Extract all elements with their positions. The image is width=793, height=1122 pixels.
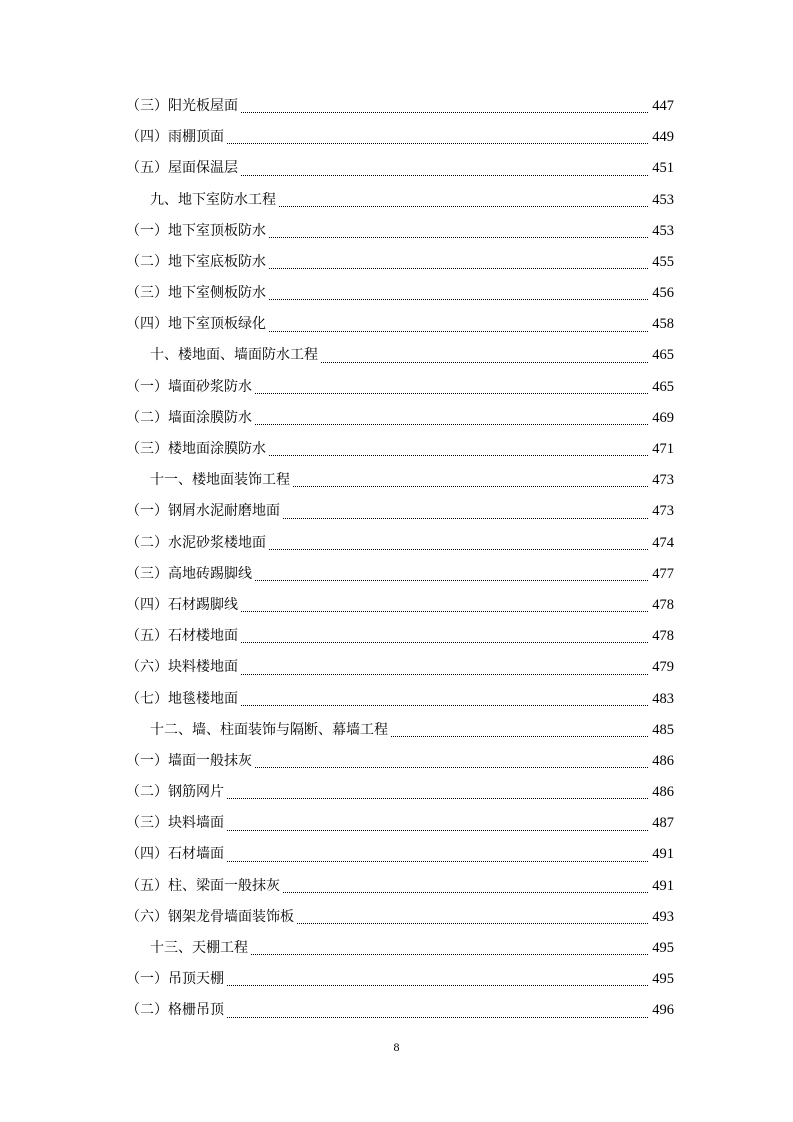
toc-dot-leader — [251, 954, 648, 955]
toc-entry-page: 483 — [652, 690, 674, 707]
toc-entry-page: 469 — [652, 409, 674, 426]
toc-entry-page: 453 — [652, 222, 674, 239]
toc-section-entry[interactable] — [126, 590, 674, 621]
toc-entry-title: （三）地下室侧板防水 — [126, 285, 266, 302]
toc-dot-leader — [321, 362, 648, 363]
toc-entry-page: 455 — [652, 253, 674, 270]
toc-entry-page: 479 — [652, 659, 674, 676]
toc-chapter-entry[interactable] — [126, 715, 674, 746]
toc-section-entry[interactable] — [126, 684, 674, 715]
toc-entry-page: 465 — [652, 347, 674, 364]
toc-section-entry[interactable] — [126, 247, 674, 278]
toc-section-entry[interactable] — [126, 91, 674, 122]
toc-entry-page: 474 — [652, 534, 674, 551]
toc-section-entry[interactable] — [126, 496, 674, 527]
toc-section-entry[interactable] — [126, 777, 674, 808]
toc-section-entry[interactable] — [126, 403, 674, 434]
toc-dot-leader — [269, 549, 648, 550]
toc-entry-title: （六）块料楼地面 — [126, 659, 238, 676]
toc-dot-leader — [241, 175, 648, 176]
toc-entry-title: （五）屋面保温层 — [126, 160, 238, 177]
toc-dot-leader — [297, 923, 648, 924]
toc-dot-leader — [269, 237, 648, 238]
toc-entry-page: 478 — [652, 628, 674, 645]
toc-entry-page: 449 — [652, 129, 674, 146]
toc-entry-page: 487 — [652, 815, 674, 832]
toc-dot-leader — [283, 892, 648, 893]
toc-entry-title: （七）地毯楼地面 — [126, 690, 238, 707]
toc-entry-page: 496 — [652, 1002, 674, 1019]
toc-entry-page: 491 — [652, 877, 674, 894]
toc-entry-title: （一）地下室顶板防水 — [126, 222, 266, 239]
toc-section-entry[interactable] — [126, 746, 674, 777]
toc-chapter-entry[interactable] — [126, 185, 674, 216]
toc-entry-title: （二）墙面涂膜防水 — [126, 409, 252, 426]
toc-dot-leader — [255, 580, 648, 581]
toc-section-entry[interactable] — [126, 871, 674, 902]
toc-entry-page: 451 — [652, 160, 674, 177]
toc-entry-title: （一）钢屑水泥耐磨地面 — [126, 503, 280, 520]
toc-dot-leader — [269, 455, 648, 456]
toc-chapter-entry[interactable] — [126, 465, 674, 496]
toc-entry-title: 九、地下室防水工程 — [150, 191, 276, 208]
toc-dot-leader — [269, 299, 648, 300]
toc-entry-page: 486 — [652, 752, 674, 769]
toc-entry-page: 453 — [652, 191, 674, 208]
toc-entry-title: （四）雨棚顶面 — [126, 129, 224, 146]
toc-section-entry[interactable] — [126, 808, 674, 839]
toc-entry-title: （二）格栅吊顶 — [126, 1002, 224, 1019]
toc-entry-title: 十三、天棚工程 — [150, 940, 248, 957]
toc-entry-page: 478 — [652, 596, 674, 613]
toc-dot-leader — [269, 268, 648, 269]
toc-entry-page: 456 — [652, 285, 674, 302]
toc-entry-title: （三）块料墙面 — [126, 815, 224, 832]
toc-dot-leader — [279, 206, 648, 207]
toc-chapter-entry[interactable] — [126, 341, 674, 372]
toc-dot-leader — [255, 393, 648, 394]
toc-entry-title: 十一、楼地面装饰工程 — [150, 472, 290, 489]
toc-entry-page: 471 — [652, 441, 674, 458]
toc-entry-title: （六）钢架龙骨墙面装饰板 — [126, 908, 294, 925]
toc-section-entry[interactable] — [126, 840, 674, 871]
toc-entry-title: （四）石材墙面 — [126, 846, 224, 863]
toc-section-entry[interactable] — [126, 964, 674, 995]
toc-section-entry[interactable] — [126, 528, 674, 559]
toc-entry-title: （五）石材楼地面 — [126, 628, 238, 645]
toc-entry-page: 486 — [652, 784, 674, 801]
toc-dot-leader — [269, 331, 648, 332]
toc-dot-leader — [241, 642, 648, 643]
toc-entry-title: （三）阳光板屋面 — [126, 97, 238, 114]
toc-entry-title: （一）墙面砂浆防水 — [126, 378, 252, 395]
toc-entry-page: 473 — [652, 472, 674, 489]
toc-entry-title: （四）石材踢脚线 — [126, 596, 238, 613]
toc-dot-leader — [255, 767, 648, 768]
toc-entry-page: 477 — [652, 565, 674, 582]
toc-entry-page: 495 — [652, 940, 674, 957]
toc-entry-page: 447 — [652, 97, 674, 114]
toc-dot-leader — [283, 518, 648, 519]
toc-section-entry[interactable] — [126, 372, 674, 403]
toc-section-entry[interactable] — [126, 621, 674, 652]
toc-entry-page: 458 — [652, 316, 674, 333]
toc-dot-leader — [241, 112, 648, 113]
toc-entry-title: （五）柱、梁面一般抹灰 — [126, 877, 280, 894]
toc-chapter-entry[interactable] — [126, 933, 674, 964]
toc-dot-leader — [227, 143, 648, 144]
toc-section-entry[interactable] — [126, 995, 674, 1026]
toc-section-entry[interactable] — [126, 216, 674, 247]
toc-entry-page: 495 — [652, 971, 674, 988]
toc-entry-title: 十二、墙、柱面装饰与隔断、幕墙工程 — [150, 721, 388, 738]
toc-entry-page: 473 — [652, 503, 674, 520]
toc-dot-leader — [293, 486, 648, 487]
toc-entry-page: 465 — [652, 378, 674, 395]
toc-dot-leader — [227, 830, 648, 831]
toc-section-entry[interactable] — [126, 278, 674, 309]
table-of-contents — [126, 91, 674, 1027]
toc-dot-leader — [241, 705, 648, 706]
toc-dot-leader — [227, 985, 648, 986]
toc-entry-title: （二）水泥砂浆楼地面 — [126, 534, 266, 551]
toc-entry-title: （一）墙面一般抹灰 — [126, 752, 252, 769]
toc-section-entry[interactable] — [126, 122, 674, 153]
toc-entry-page: 493 — [652, 908, 674, 925]
toc-entry-title: 十、楼地面、墙面防水工程 — [150, 347, 318, 364]
toc-dot-leader — [227, 861, 648, 862]
toc-entry-title: （三）楼地面涂膜防水 — [126, 441, 266, 458]
toc-dot-leader — [241, 611, 648, 612]
toc-entry-title: （二）钢筋网片 — [126, 784, 224, 801]
toc-entry-title: （一）吊顶天棚 — [126, 971, 224, 988]
page-number: 8 — [393, 1040, 400, 1054]
toc-section-entry[interactable] — [126, 652, 674, 683]
toc-section-entry[interactable] — [126, 559, 674, 590]
toc-section-entry[interactable] — [126, 153, 674, 184]
toc-entry-title: （二）地下室底板防水 — [126, 253, 266, 270]
toc-section-entry[interactable] — [126, 309, 674, 340]
toc-dot-leader — [241, 674, 648, 675]
toc-dot-leader — [227, 1017, 648, 1018]
toc-section-entry[interactable] — [126, 434, 674, 465]
toc-entry-page: 485 — [652, 721, 674, 738]
toc-dot-leader — [391, 736, 648, 737]
toc-entry-title: （三）高地砖踢脚线 — [126, 565, 252, 582]
toc-dot-leader — [255, 424, 648, 425]
toc-dot-leader — [227, 798, 648, 799]
toc-entry-title: （四）地下室顶板绿化 — [126, 316, 266, 333]
toc-section-entry[interactable] — [126, 902, 674, 933]
toc-entry-page: 491 — [652, 846, 674, 863]
